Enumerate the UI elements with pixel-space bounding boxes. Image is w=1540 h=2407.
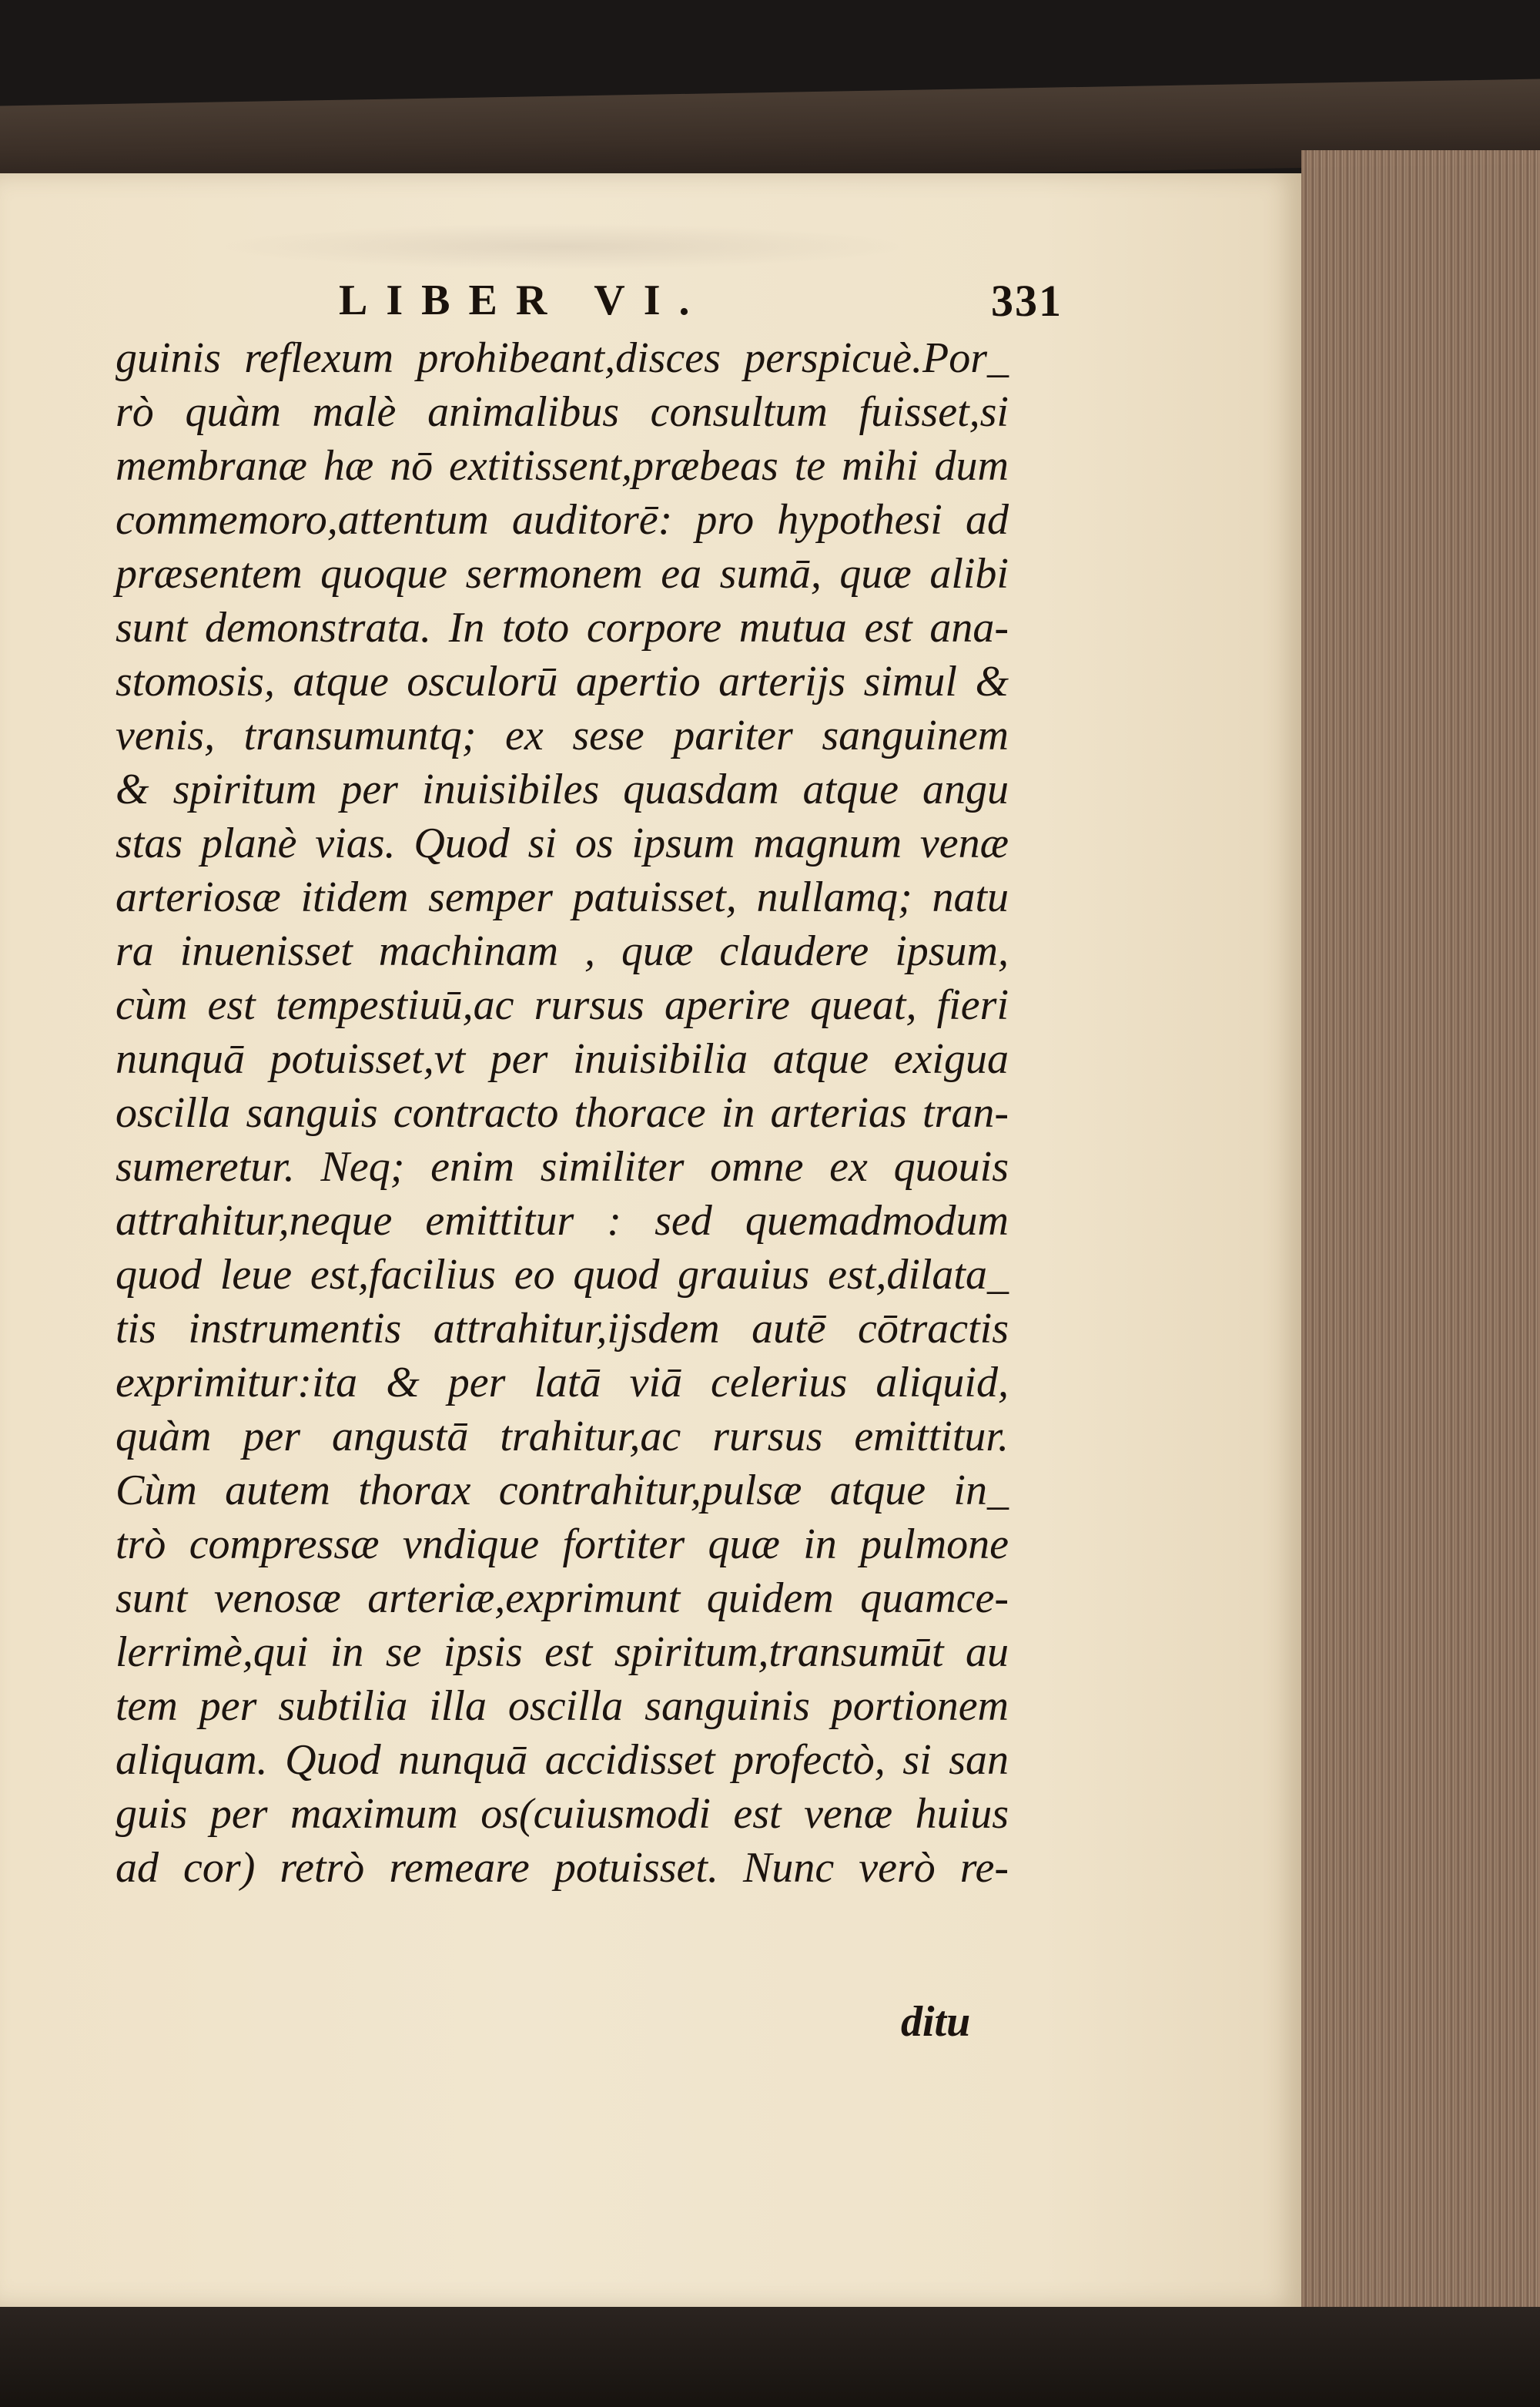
- text-line: sunt venosæ arteriæ,exprimunt quidem quamce-: [116, 1574, 1009, 1622]
- page-number: 331: [991, 275, 1063, 326]
- text-line: tem per subtilia illa oscilla sanguinis portionem: [116, 1682, 1009, 1730]
- text-line: guinis reflexum prohibeant,disces perspicuè.Por_: [116, 334, 1009, 382]
- text-line: sumeretur. Neq; enim similiter omne ex quouis: [116, 1143, 1009, 1191]
- text-line: exprimitur:ita & per latā viā celerius aliquid,: [116, 1359, 1009, 1406]
- text-line: & spiritum per inuisibiles quasdam atque angu: [116, 766, 1009, 813]
- text-line: lerrimè,qui in se ipsis est spiritum,transumūt au: [116, 1628, 1009, 1676]
- text-line: quod leue est,facilius eo quod grauius est,dilata_: [116, 1251, 1009, 1299]
- text-line: sunt demonstrata. In toto corpore mutua est ana-: [116, 604, 1009, 652]
- text-line: trò compressæ vndique fortiter quæ in pulmone: [116, 1520, 1009, 1568]
- text-line: Cùm autem thorax contrahitur,pulsæ atque in_: [116, 1467, 1009, 1514]
- show-through-bleed: [216, 223, 909, 270]
- running-title: LIBER VI.: [339, 277, 708, 324]
- text-line: guis per maximum os(cuiusmodi est venæ huius: [116, 1790, 1009, 1838]
- text-line: ra inuenisset machinam , quæ claudere ipsum,: [116, 927, 1009, 975]
- text-line: arteriosæ itidem semper patuisset, nullamq; natu: [116, 873, 1009, 921]
- text-line: tis instrumentis attrahitur,ijsdem autē cōtractis: [116, 1305, 1009, 1353]
- text-line: præsentem quoque sermonem ea sumā, quæ alibi: [116, 550, 1009, 598]
- text-line: nunquā potuisset,vt per inuisibilia atque exigua: [116, 1035, 1009, 1083]
- text-line: rò quàm malè animalibus consultum fuisset,si: [116, 388, 1009, 436]
- text-line: venis, transumuntq; ex sese pariter sanguinem: [116, 712, 1009, 759]
- running-head: [331, 273, 1063, 327]
- text-block: [116, 331, 1009, 1895]
- text-line: stas planè vias. Quod si os ipsum magnum venæ: [116, 820, 1009, 867]
- text-line: ad cor) retrò remeare potuisset. Nunc verò re-: [116, 1844, 1009, 1892]
- text-line: attrahitur,neque emittitur : sed quemadmodum: [116, 1197, 1009, 1245]
- text-line: aliquam. Quod nunquā accidisset profectò, si san: [116, 1736, 1009, 1784]
- text-line: commemoro,attentum auditorē: pro hypothesi ad: [116, 496, 1009, 544]
- text-line: quàm per angustā trahitur,ac rursus emittitur.: [116, 1413, 1009, 1460]
- text-line: stomosis, atque osculorū apertio arterijs simul &: [116, 658, 1009, 706]
- text-line: membranæ hæ nō extitissent,præbeas te mihi dum: [116, 442, 1009, 490]
- catchword: ditu: [901, 1998, 971, 2046]
- text-line: oscilla sanguis contracto thorace in arterias tran-: [116, 1089, 1009, 1137]
- book-bottom-edge: [0, 2307, 1540, 2407]
- text-line: cùm est tempestiuū,ac rursus aperire queat, fieri: [116, 981, 1009, 1029]
- page-fore-edge: [1301, 150, 1540, 2315]
